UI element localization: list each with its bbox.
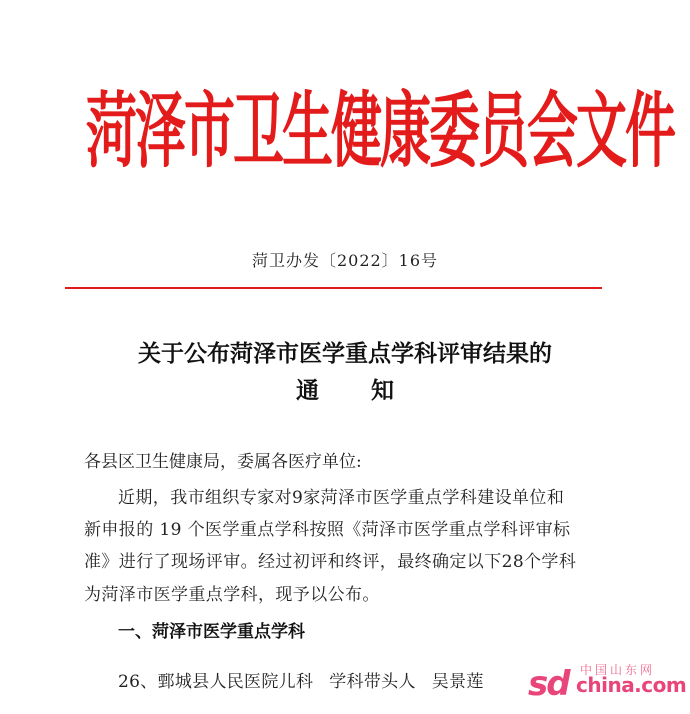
entry-role: 学科带头人 <box>329 672 416 692</box>
watermark-site-name: 中国山东网 <box>580 663 656 677</box>
entry-hospital: 鄄城县人民医院儿科 <box>157 672 314 692</box>
red-divider-line <box>65 287 602 289</box>
document-number: 菏卫办发〔2022〕16号 <box>251 251 439 270</box>
entry-name: 吴景莲 <box>431 672 484 692</box>
section-heading: 一、菏泽市医学重点学科 <box>118 622 305 642</box>
watermark-domain: china.com <box>576 673 687 697</box>
recipients-line: 各县区卫生健康局，委属各医疗单位: <box>84 452 362 472</box>
notice-title: 关于公布菏泽市医学重点学科评审结果的 <box>138 340 552 367</box>
body-paragraph-line-2: 新申报的 19 个医学重点学科按照《菏泽市医学重点学科评审标 <box>84 520 571 540</box>
body-paragraph-line-3: 准》进行了现场评审。经过初评和终评，最终确定以下28个学科 <box>84 552 577 572</box>
document-header-title: 菏泽市卫生健康委员会文件 <box>86 84 675 180</box>
notice-title-char-1: 通 <box>296 377 319 404</box>
body-paragraph-line-4: 为菏泽市医学重点学科，现予以公布。 <box>84 585 380 605</box>
notice-title-line2 <box>0 372 690 405</box>
entry-number: 26、 <box>118 672 158 692</box>
site-watermark-logo <box>528 658 688 710</box>
body-paragraph-line-1: 近期，我市组织专家对9家菏泽市医学重点学科建设单位和 <box>118 488 565 508</box>
notice-title-char-2: 知 <box>371 377 394 404</box>
watermark-sd-logo: sd <box>528 664 569 704</box>
discipline-entry <box>118 667 484 692</box>
